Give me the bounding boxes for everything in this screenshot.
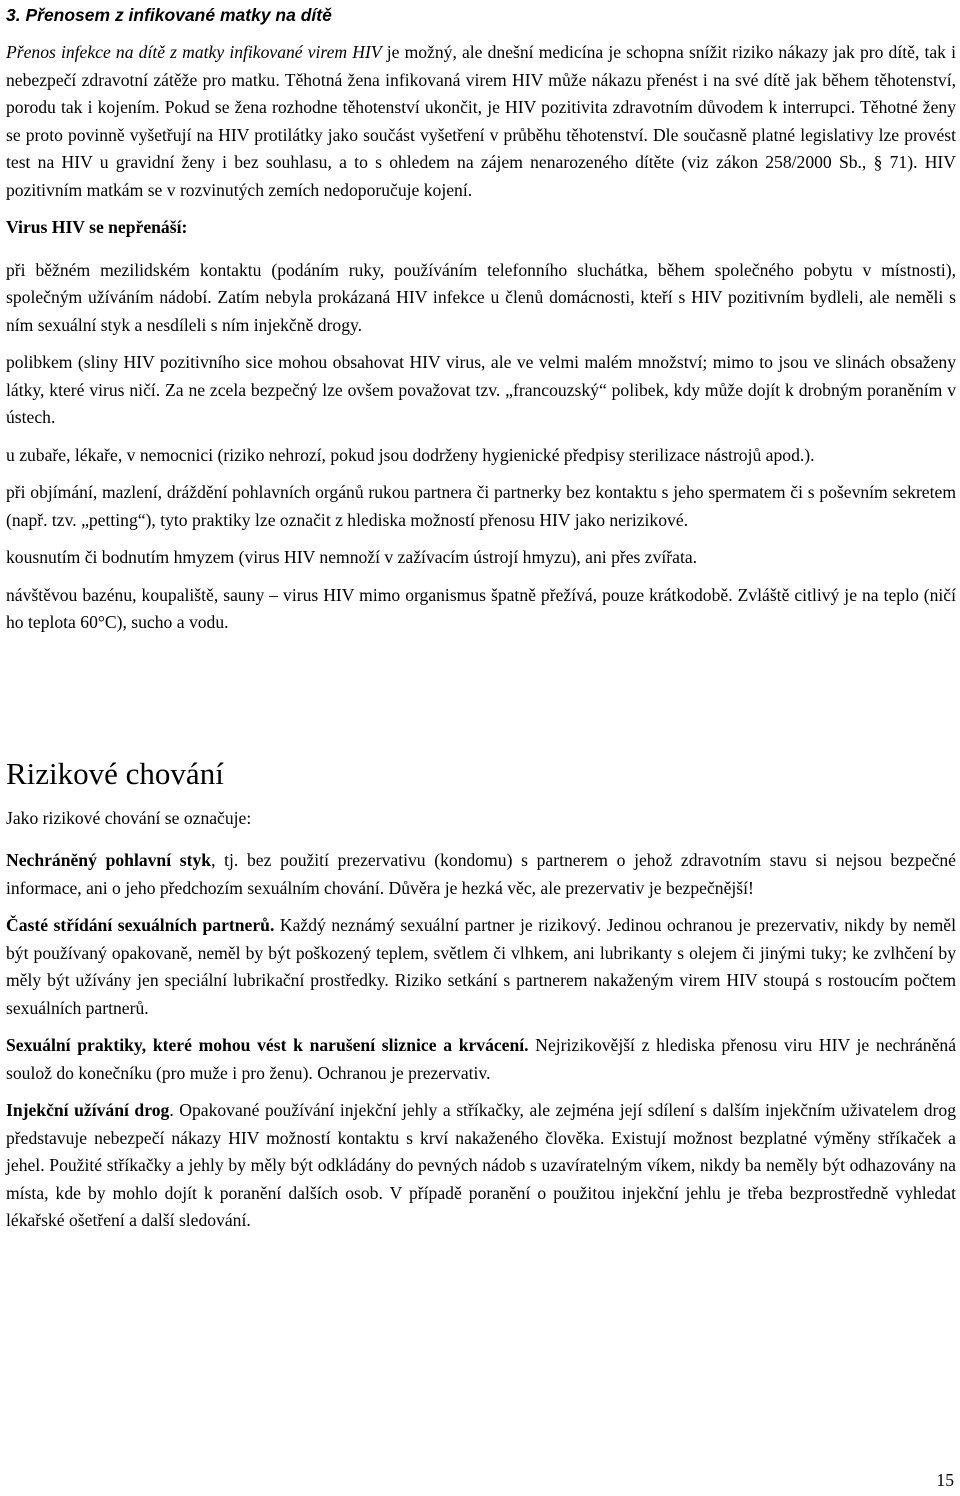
paragraph-transmission <box>6 39 956 204</box>
document-page <box>6 0 956 1235</box>
risk-item: Časté střídání sexuálních partnerů. Každý neznámý sexuální partner je rizikový. Jedinou ochranou je prezervativ, nikdy by neměl být používaný opakovaně, neměl by být poškozený teplem, světlem či vlhkem, ani lubrikanty s olejem či jinými tuky; ke zvlhčení by měly být užívány jen speciální lubrikační prostředky. Riziko setkání s partnerem nakaženým virem HIV stoupá s rostoucím počtem sexuálních partnerů. <box>6 915 956 1018</box>
risk-item: Nechráněný pohlavní styk, tj. bez použití prezervativu (kondomu) s partnerem o jehož zdravotním stavu si nejsou bezpečné informace, ani o jeho předchozím sexuálním chování. Důvěra je hezká věc, ale prezervativ je bezpečnější! <box>6 850 956 898</box>
list-item: při objímání, mazlení, dráždění pohlavních orgánů rukou partnera či partnerky bez kontaktu s jeho spermatem či s poševním sekretem (např. tzv. „petting“), tyto praktiky lze označit z hlediska možností přenosu HIV jako nerizikové. <box>6 482 956 530</box>
list-item: při běžném mezilidském kontaktu (podáním ruky, používáním telefonního sluchátka, během společného pobytu v místnosti), společným užíváním nádobí. Zatím nebyla prokázaná HIV infekce u členů domácnosti, kteří s HIV pozitivním bydleli, ale neměli s ním sexuální styk a nesdíleli s ním injekčně drogy. <box>6 259 956 335</box>
list-item: návštěvou bazénu, koupaliště, sauny – virus HIV mimo organismus špatně přežívá, pouze krátkodobě. Zvláště citlivý je na teplo (ničí ho teplota 60°C), sucho a vodu. <box>6 584 956 632</box>
risk-item: Sexuální praktiky, které mohou vést k narušení sliznice a krvácení. Nejrizikovější z hlediska přenosu viru HIV je nechráněná soulož do konečníku (pro muže i pro ženu). Ochranou je prezervativ. <box>6 1035 956 1083</box>
list-item: kousnutím či bodnutím hmyzem (virus HIV nemnoží v zažívacím ústrojí hmyzu), ani přes zvířata. <box>6 547 698 567</box>
risk-item: Injekční užívání drog. Opakované používání injekční jehly a stříkačky, ale zejména její sdílení s dalším injekčním uživatelem drog představuje nebezpečí nákazy HIV možností kontaktu s krví nakaženého člověka. Existují možnost bezplatné výměny stříkaček a jehel. Použité stříkačky a jehly by měly být odkládány do pevných nádob s uzavíratelným víkem, nikdy ba neměly být odhazovány na místa, kde by mohlo dojít k poranění dalších osob. V případě poranění o použitou injekční jehlu je třeba bezprostředně vyhledat lékařské ošetření a další sledování. <box>6 1100 957 1230</box>
paragraph-body: je možný, ale dnešní medicína je schopna snížit riziko nákazy jak pro dítě, tak i nebezpečí zdravotní zátěže pro matku. Těhotná žena infikovaná virem HIV může nákazu přenést i na své dítě jak během těhotenství, porodu tak i kojením. Pokud se žena rozhodne těhotenství ukončit, je HIV pozitivita zdravotním důvodem k interrupci. Těhotné ženy se proto povinně vyšetřují na HIV protilátky jako součást vyšetření v průběhu těhotenství. Dle současně platné legislativy lze provést test na HIV u gravidní ženy i bez souhlasu, a to s ohledem na zájem nenarozeného dítěte (viz zákon 258/2000 Sb., § 71). HIV pozitivním matkám se v rozvinutých zemích nedoporučuje kojení. <box>6 42 957 200</box>
intro-text: Jako rizikové chování se označuje: <box>6 807 252 828</box>
page-number: 15 <box>936 1470 954 1490</box>
subheading-not-transmitted: Virus HIV se nepřenáší: <box>6 217 188 237</box>
page-title: Rizikové chování <box>6 755 224 791</box>
paragraph-lead: Přenos infekce na dítě z matky infikované virem HIV <box>6 42 382 62</box>
list-item: u zubaře, lékaře, v nemocnici (riziko nehrozí, pokud jsou dodrženy hygienické předpisy sterilizace nástrojů apod.). <box>6 444 815 465</box>
list-item: polibkem (sliny HIV pozitivního sice mohou obsahovat HIV virus, ale ve velmi malém množství; mimo to jsou ve slinách obsaženy látky, které virus ničí. Za ne zcela bezpečný lze ovšem považovat tzv. „francouzský“ polibek, kdy může dojít k drobným poraněním v ústech. <box>6 352 956 427</box>
section-heading: 3. Přenosem z infikované matky na dítě <box>6 5 332 25</box>
